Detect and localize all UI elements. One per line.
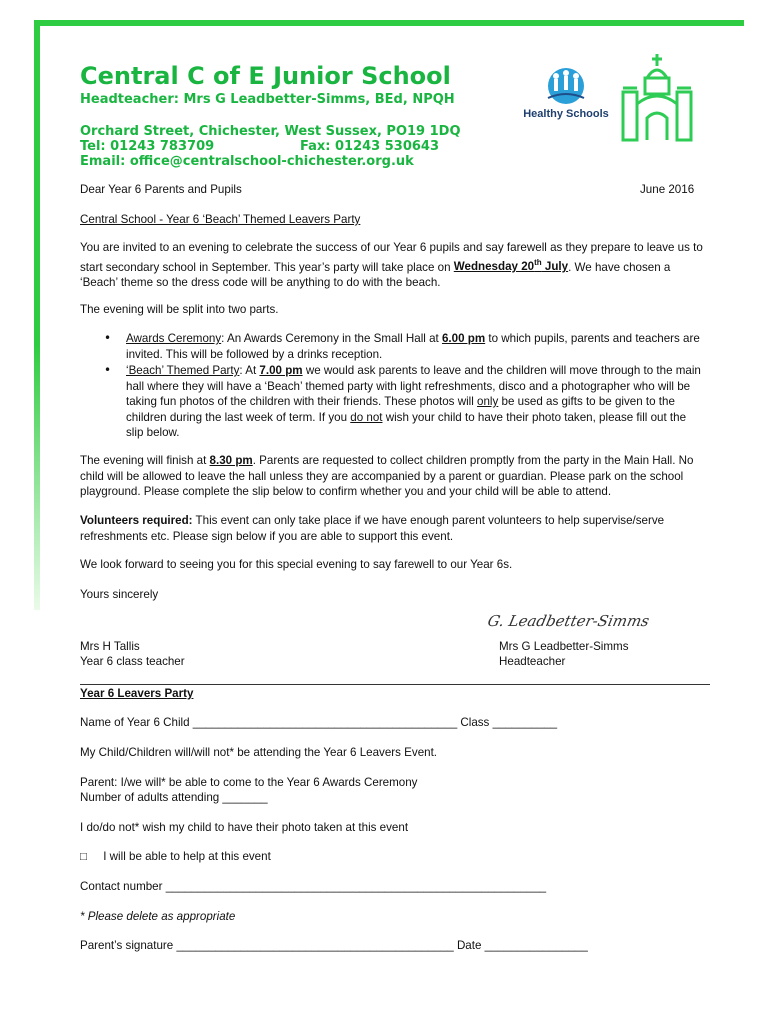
letter-subject	[80, 212, 360, 228]
church-logo-icon	[617, 52, 697, 142]
bullet2-text-c: be used as gifts to be given to the children during the last week of term. If you	[126, 395, 675, 424]
volunteers-text: This event can only take place if we have enough parent volunteers to help supervise/serve refreshments etc. Please sign below if you are able to support this event.	[80, 514, 665, 543]
healthy-schools-logo-text: Healthy Schools	[523, 108, 609, 120]
bullet2-title: ‘Beach’ Themed Party	[126, 364, 240, 377]
teacher-name: Mrs H Tallis	[80, 640, 140, 653]
subject-text: Central School - Year 6 ‘Beach’ Themed Leavers Party	[80, 213, 361, 226]
bullet-dot-1: •	[104, 331, 112, 345]
letter-date: June 2016	[640, 183, 695, 196]
address-line: Orchard Street, Chichester, West Sussex, PO19 1DQ	[80, 124, 461, 139]
healthy-schools-figures-icon	[520, 64, 612, 104]
headteacher-name: Mrs G Leadbetter-Simms	[499, 640, 629, 653]
volunteers-label: Volunteers required:	[80, 514, 193, 527]
bullet2-time: 7.00 pm	[259, 364, 303, 377]
headteacher-line: Headteacher: Mrs G Leadbetter-Simms, BEd, NPQH	[80, 92, 455, 107]
intro-text-2: . We have chosen a ‘Beach’ theme so the dress code will be anything to do with the beach.	[80, 260, 671, 289]
help-checkbox-row[interactable]	[80, 849, 271, 865]
bullet-beach-party	[126, 363, 706, 441]
finish-text-b: . Parents are requested to collect children promptly from the party in the Main Hall. No child will be allowed to leave the hall unless they are accompanied by a parent or guardian. Please park on the school playground. Please complete the slip below to confirm whether you and your child will be able to attend.	[80, 454, 694, 498]
teacher-role: Year 6 class teacher	[80, 655, 185, 668]
bullet1-text-a: : An Awards Ceremony in the Small Hall at	[221, 332, 442, 345]
slip-title-text: Year 6 Leavers Party	[80, 687, 194, 700]
salutation: Dear Year 6 Parents and Pupils	[80, 183, 242, 196]
bullet1-text-b: to which pupils, parents and teachers are invited. This will be followed by a drinks reception.	[126, 332, 700, 361]
slip-title	[80, 686, 193, 702]
attending-line: My Child/Children will/will not* be attending the Year 6 Leavers Event.	[80, 746, 438, 759]
intro-paragraph	[80, 240, 710, 290]
parent-ceremony-line: Parent: I/we will* be able to come to the Year 6 Awards Ceremony	[80, 776, 418, 789]
intro-date-month: July	[541, 260, 569, 274]
slip-divider	[80, 684, 710, 685]
contact-number-field[interactable]: Contact number ___________________________________________________________	[80, 880, 547, 893]
closing-line: Yours sincerely	[80, 588, 159, 601]
parent-signature-field[interactable]: Parent’s signature ___________________________________________ Date ________________	[80, 939, 588, 952]
child-name-field[interactable]: Name of Year 6 Child _________________________________________ Class __________	[80, 716, 558, 729]
adults-attending-field[interactable]: Number of adults attending _______	[80, 791, 268, 804]
bullet1-title: Awards Ceremony	[126, 332, 222, 345]
finish-text-a: The evening will finish at	[80, 454, 210, 467]
signature-text: G. Leadbetter-Simms	[486, 612, 651, 630]
intro-date-sup: th	[534, 258, 542, 268]
bullet2-text-b: we would ask parents to leave and the children will move through to the main hall where they will have a ‘Beach’ themed party with light refreshments, disco and a photographer who will be taking fun photos of the children with their friends. These photos will	[126, 364, 701, 408]
finish-time: 8.30 pm	[209, 454, 253, 467]
bullet2-text-a: : At	[239, 364, 260, 377]
fax-line: Fax: 01243 530643	[300, 139, 440, 154]
bullet2-donot: do not	[350, 410, 383, 424]
volunteers-paragraph	[80, 513, 710, 544]
intro-date-day: Wednesday 20	[453, 260, 535, 274]
green-frame-top	[34, 20, 744, 26]
help-label: I will be able to help at this event	[103, 850, 271, 863]
school-name: Central C of E Junior School	[80, 62, 451, 90]
help-checkbox[interactable]: □	[80, 850, 88, 863]
finish-paragraph	[80, 453, 710, 500]
bullet-dot-2: •	[104, 363, 112, 377]
intro-date	[454, 260, 568, 273]
healthy-schools-logo	[520, 64, 612, 120]
email-line: Email: office@centralschool-chichester.org.uk	[80, 154, 414, 169]
tel-line: Tel: 01243 783709	[80, 139, 215, 154]
bullet2-text-d: wish your child to have their photo taken, please fill out the slip below.	[126, 410, 687, 439]
photo-consent-line: I do/do not* wish my child to have their photo taken at this event	[80, 821, 409, 834]
bullet-awards-ceremony	[126, 331, 706, 362]
forward-line: We look forward to seeing you for this special evening to say farewell to our Year 6s.	[80, 558, 513, 571]
bullet1-time: 6.00 pm	[441, 332, 486, 345]
delete-note: * Please delete as appropriate	[80, 910, 236, 923]
intro-text-1: You are invited to an evening to celebrate the success of our Year 6 pupils and say farewell as they prepare to leave us to start secondary school in September. This year’s party will take place on	[80, 241, 703, 274]
headteacher-signature	[486, 602, 651, 634]
green-frame-left	[34, 20, 40, 610]
headteacher-role: Headteacher	[499, 655, 566, 668]
split-line: The evening will be split into two parts.	[80, 303, 279, 316]
bullet2-only: only	[477, 395, 499, 408]
